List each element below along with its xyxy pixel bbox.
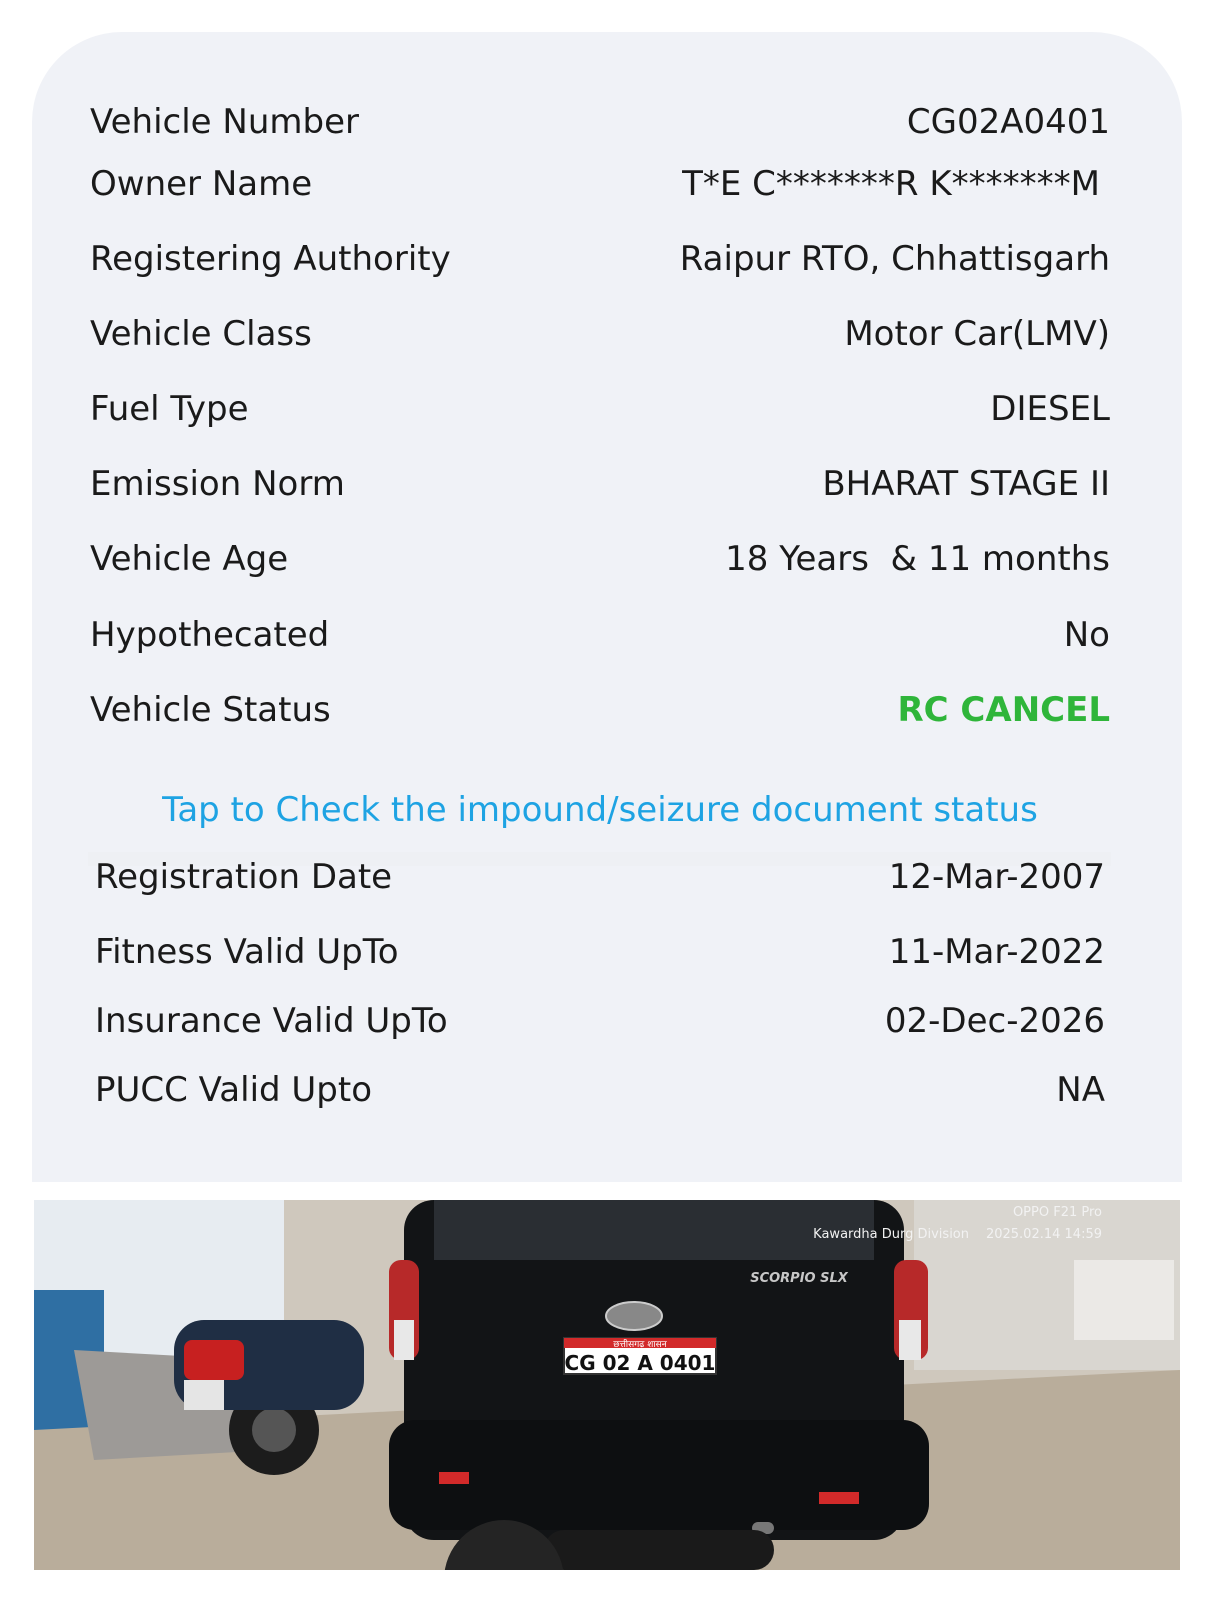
row-fuel-type (90, 384, 1110, 434)
row-owner-name (90, 159, 1110, 209)
value-emission-norm: BHARAT STAGE II (822, 464, 1110, 504)
value-fitness-valid: 11-Mar-2022 (888, 932, 1105, 972)
row-hypothecated (90, 610, 1110, 660)
value-vehicle-number: CG02A0401 (906, 102, 1110, 142)
impound-status-link[interactable]: Tap to Check the impound/seizure document status (162, 790, 1038, 830)
watermark-location: Kawardha Durg Division (813, 1227, 969, 1242)
row-vehicle-class (90, 309, 1110, 359)
label-vehicle-class: Vehicle Class (90, 314, 312, 354)
label-vehicle-age: Vehicle Age (90, 539, 289, 579)
value-vehicle-class: Motor Car(LMV) (844, 314, 1110, 354)
value-registration-date: 12-Mar-2007 (888, 857, 1105, 897)
watermark-timestamp: 2025.02.14 14:59 (985, 1227, 1102, 1242)
plate-header: छत्तीसगढ़ शासन (613, 1340, 667, 1350)
value-vehicle-age: 18 Years & 11 months (725, 539, 1110, 579)
suv (389, 1200, 929, 1570)
label-hypothecated: Hypothecated (90, 615, 330, 655)
value-insurance-valid: 02-Dec-2026 (884, 1001, 1105, 1041)
vehicle-status-badge: RC CANCEL (897, 690, 1110, 730)
vehicle-photo-illustration (34, 1200, 1180, 1570)
row-emission-norm (90, 459, 1110, 509)
label-registering-authority: Registering Authority (90, 239, 451, 279)
row-vehicle-number (90, 97, 1110, 147)
row-registering-authority (90, 234, 1110, 284)
row-fitness-valid (95, 927, 1105, 977)
row-vehicle-status (90, 685, 1110, 735)
row-vehicle-age (90, 534, 1110, 584)
label-fuel-type: Fuel Type (90, 389, 249, 429)
label-emission-norm: Emission Norm (90, 464, 345, 504)
value-pucc-valid: NA (1056, 1070, 1105, 1110)
vehicle-photo (34, 1200, 1180, 1570)
label-fitness-valid: Fitness Valid UpTo (95, 932, 399, 972)
label-pucc-valid: PUCC Valid Upto (95, 1070, 373, 1110)
watermark-device: OPPO F21 Pro (1012, 1205, 1102, 1220)
value-owner-name: T*E C*******R K*******M (682, 164, 1100, 204)
label-owner-name: Owner Name (90, 164, 313, 204)
value-registering-authority: Raipur RTO, Chhattisgarh (679, 239, 1110, 279)
value-fuel-type: DIESEL (990, 389, 1110, 429)
label-vehicle-status: Vehicle Status (90, 690, 331, 730)
row-registration-date (95, 852, 1105, 902)
label-registration-date: Registration Date (95, 857, 393, 897)
model-badge: SCORPIO SLX (750, 1271, 848, 1286)
row-pucc-valid (95, 1065, 1105, 1115)
label-insurance-valid: Insurance Valid UpTo (95, 1001, 448, 1041)
row-insurance-valid (95, 996, 1105, 1046)
label-vehicle-number: Vehicle Number (90, 102, 359, 142)
number-plate: CG 02 A 0401 (564, 1351, 716, 1375)
value-hypothecated: No (1063, 615, 1110, 655)
